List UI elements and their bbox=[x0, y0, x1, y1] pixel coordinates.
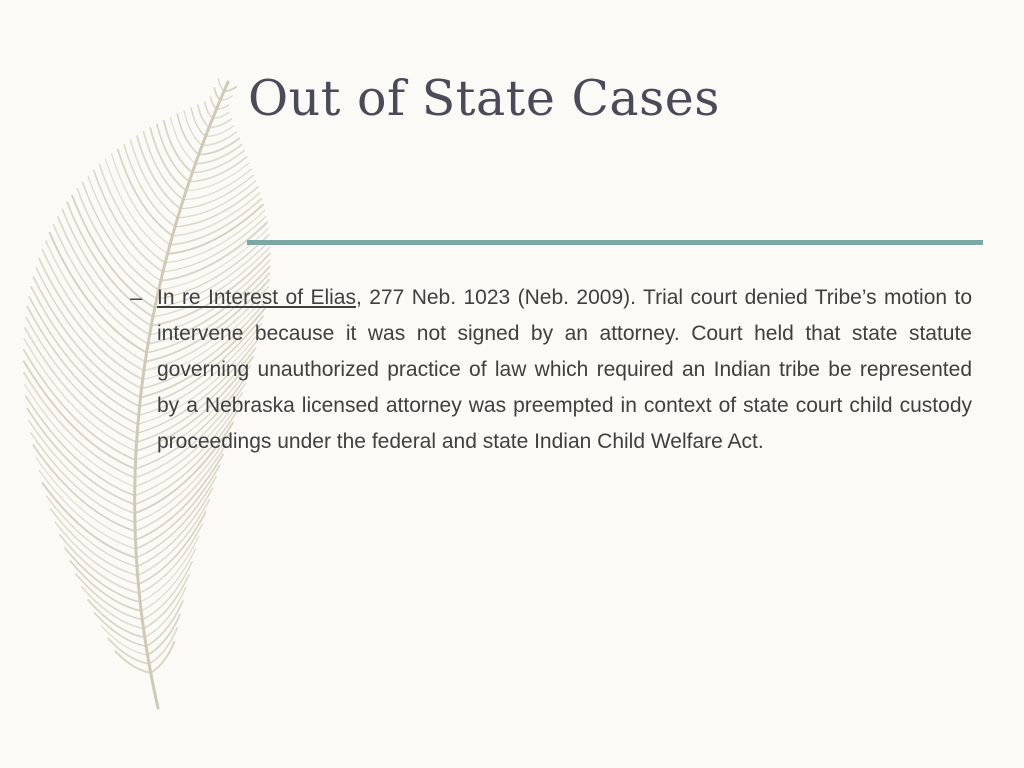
case-description: , 277 Neb. 1023 (Neb. 2009). Trial court denied Tribe’s motion to intervene because it was not signed by an attorney. Court held that state statute governing unauthorized practice of law which required an Indian tribe be represented by a Nebraska licensed attorney was preempted in context of state court child custody proceedings under the federal and state Indian Child Welfare Act. bbox=[157, 286, 972, 453]
content-body bbox=[130, 280, 972, 460]
feather-barb bbox=[151, 642, 175, 673]
feather-barb bbox=[191, 108, 206, 136]
case-paragraph bbox=[157, 280, 972, 460]
feather-barb bbox=[39, 471, 136, 549]
feather-barb bbox=[43, 483, 137, 558]
feather-barb bbox=[215, 88, 221, 100]
feather-barb bbox=[205, 102, 213, 118]
feather-barb bbox=[33, 445, 135, 531]
page-title: Out of State Cases bbox=[248, 70, 720, 127]
title-divider bbox=[247, 240, 983, 245]
feather-barb bbox=[157, 124, 189, 181]
feather-barb bbox=[177, 114, 198, 155]
feather-barb bbox=[95, 613, 147, 646]
case-citation-link[interactable]: In re Interest of Elias bbox=[157, 286, 356, 309]
feather-barb bbox=[211, 97, 217, 109]
bullet-dash: – bbox=[130, 285, 143, 310]
feather-barb bbox=[171, 117, 196, 163]
feather-barb bbox=[47, 496, 138, 567]
list-item bbox=[130, 280, 972, 460]
feather-barb bbox=[198, 105, 209, 128]
feather-barb bbox=[106, 159, 168, 254]
feather-barb bbox=[164, 121, 193, 173]
feather-barb bbox=[144, 132, 184, 200]
feather-barb bbox=[108, 639, 149, 664]
feather-barb bbox=[218, 79, 224, 91]
